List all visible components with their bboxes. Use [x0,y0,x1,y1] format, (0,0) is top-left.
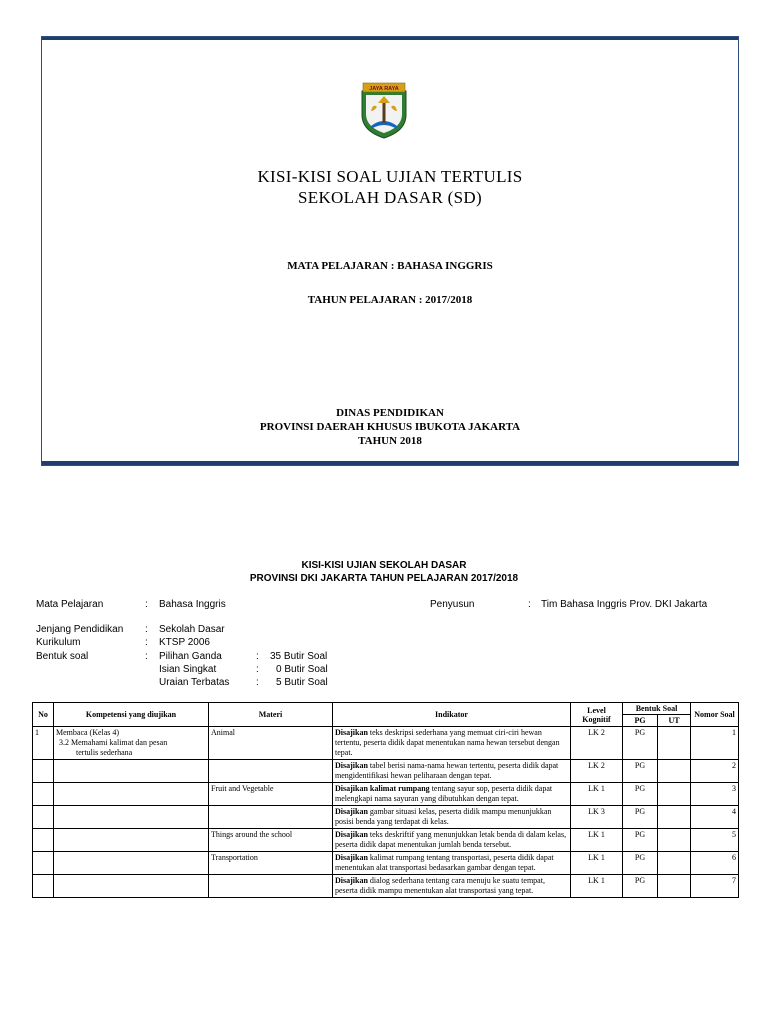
kd-line2: 3.2 Memahami kalimat dan pesan [59,738,168,747]
meta-colon: : [145,624,148,635]
header-nomor-soal: Nomor Soal [691,703,739,727]
cell-kompetensi [54,727,209,760]
table-row [33,875,739,898]
meta-mapel-label: Mata Pelajaran [36,599,104,610]
dki-jakarta-emblem-icon [357,81,411,139]
indikator-text: teks deskripsi sederhana yang memuat ciri-ciri hewan tertentu, peserta didik dapat menentukan nama hewan tersebut dengan tepat. [335,728,560,757]
cover-top-border [42,37,738,40]
cell-ut [658,829,691,852]
cover-office-line1: DINAS PENDIDIKAN [336,407,444,419]
cell-indikator [333,829,571,852]
cover-title-line1: KISI-KISI SOAL UJIAN TERTULIS [257,167,523,186]
header-ut: UT [658,715,691,727]
cell-nomor: 5 [691,829,739,852]
cell-kompetensi [54,829,209,852]
cell-pg: PG [623,806,658,829]
meta-pg-value: 35 Butir Soal [270,651,328,662]
indikator-lead: Disajikan [335,807,368,816]
table-row [33,783,739,806]
indikator-text: tentang sayur sop, peserta didik dapat melengkapi nama sayuran yang dibutuhkan dengan tepat. [335,784,553,803]
cell-no [33,829,54,852]
meta-bentuk-label: Bentuk soal [36,651,89,662]
cell-materi: Fruit and Vegetable [209,783,333,806]
table-body [33,727,739,898]
meta-isian-label: Isian Singkat [159,664,217,675]
header-materi: Materi [209,703,333,727]
cell-level: LK 1 [571,829,623,852]
cell-nomor: 6 [691,852,739,875]
indikator-lead: Disajikan [335,761,368,770]
cell-ut [658,783,691,806]
meta-uraian-label: Uraian Terbatas [159,677,230,688]
cover-title-line2: SEKOLAH DASAR (SD) [298,188,482,207]
meta-colon: : [528,599,531,610]
kd-line3: tertulis sederhana [76,748,133,757]
cover-office-line2: PROVINSI DAERAH KHUSUS IBUKOTA JAKARTA [259,421,521,433]
cell-nomor: 7 [691,875,739,898]
meta-colon: : [145,599,148,610]
cell-materi: Animal [209,727,333,760]
cell-no [33,852,54,875]
cell-level: LK 2 [571,727,623,760]
meta-isian-value: 0 Butir Soal [276,664,328,675]
meta-penyusun-value: Tim Bahasa Inggris Prov. DKI Jakarta [541,599,708,610]
meta-kurikulum-value: KTSP 2006 [159,637,210,648]
cell-kompetensi [54,760,209,783]
table-row [33,852,739,875]
cell-level: LK 2 [571,760,623,783]
cell-ut [658,852,691,875]
cell-materi: Transportation [209,852,333,875]
meta-penyusun-label: Penyusun [430,599,475,610]
cell-indikator [333,760,571,783]
meta-kurikulum-label: Kurikulum [36,637,81,648]
cell-pg: PG [623,727,658,760]
meta-colon: : [145,651,148,662]
cell-indikator [333,806,571,829]
cell-ut [658,727,691,760]
cover-page [41,36,739,466]
cell-nomor: 3 [691,783,739,806]
cell-indikator [333,783,571,806]
cell-kompetensi [54,875,209,898]
doc-title-line1: KISI-KISI UJIAN SEKOLAH DASAR [301,560,467,571]
cell-no [33,783,54,806]
cover-academic-year: TAHUN PELAJARAN : 2017/2018 [307,294,473,306]
cover-subject: MATA PELAJARAN : BAHASA INGGRIS [287,260,493,272]
cell-pg: PG [623,783,658,806]
cell-kompetensi [54,852,209,875]
indikator-text: kalimat rumpang tentang transportasi, peserta didik dapat menentukan alat transportasi bedasarkan gambar dengan tepat. [335,853,554,872]
cell-kompetensi [54,783,209,806]
indikator-text: tabel berisi nama-nama hewan tertentu, peserta didik dapat mengidentifikasi hewan peliharaan dengan tepat. [335,761,559,780]
indikator-lead: Disajikan [335,876,368,885]
cell-level: LK 1 [571,875,623,898]
cell-pg: PG [623,852,658,875]
table-row [33,760,739,783]
kisi-kisi-table [32,702,739,898]
cell-nomor: 1 [691,727,739,760]
header-indikator: Indikator [333,703,571,727]
indikator-text: gambar situasi kelas, peserta didik mampu menunjukkan posisi benda yang terdapat di kelas. [335,807,552,826]
cover-bottom-border [42,461,738,465]
cell-nomor: 4 [691,806,739,829]
cell-indikator [333,727,571,760]
table-row [33,829,739,852]
meta-colon: : [256,677,259,688]
cell-materi: Things around the school [209,829,333,852]
table-row [33,806,739,829]
cell-level: LK 1 [571,852,623,875]
header-level-kognitif: Level Kognitif [571,703,623,727]
cell-pg: PG [623,875,658,898]
indikator-text: teks deskriftif yang menunjukkan letak benda di dalam kelas, peserta didik dapat menentukan jumlah benda tersebut. [335,830,567,849]
cell-materi [209,806,333,829]
indikator-lead: Disajikan [335,830,368,839]
meta-colon: : [145,637,148,648]
header-pg: PG [623,715,658,727]
indikator-lead: Disajikan kalimat rumpang [335,784,430,793]
meta-jenjang-label: Jenjang Pendidikan [36,624,124,635]
cell-kompetensi [54,806,209,829]
meta-uraian-value: 5 Butir Soal [276,677,328,688]
cell-ut [658,760,691,783]
emblem-ribbon-text: JAYA RAYA [369,86,399,92]
cell-ut [658,875,691,898]
cell-materi [209,760,333,783]
cell-no [33,760,54,783]
cover-office-line3: TAHUN 2018 [358,435,422,447]
doc-title-line2: PROVINSI DKI JAKARTA TAHUN PELAJARAN 2017/2018 [249,573,519,584]
cell-nomor: 2 [691,760,739,783]
header-bentuk-soal: Bentuk Soal [623,703,691,715]
cell-level: LK 3 [571,806,623,829]
cell-no [33,806,54,829]
cell-level: LK 1 [571,783,623,806]
cell-pg: PG [623,829,658,852]
meta-colon: : [256,664,259,675]
indikator-lead: Disajikan [335,728,368,737]
meta-colon: : [256,651,259,662]
header-kompetensi: Kompetensi yang diujikan [54,703,209,727]
cell-ut [658,806,691,829]
meta-mapel-value: Bahasa Inggris [159,599,226,610]
header-no: No [33,703,54,727]
cell-no [33,875,54,898]
meta-jenjang-value: Sekolah Dasar [159,624,225,635]
indikator-lead: Disajikan [335,853,368,862]
kd-line1: Membaca (Kelas 4) [56,728,120,737]
cell-no: 1 [33,727,54,760]
cell-materi [209,875,333,898]
cell-pg: PG [623,760,658,783]
meta-pg-label: Pilihan Ganda [159,651,222,662]
table-row [33,727,739,760]
cell-indikator [333,852,571,875]
cell-indikator [333,875,571,898]
indikator-text: dialog sederhana tentang cara menuju ke suatu tempat, peserta didik mampu menentukan alat transportasi yang tepat. [335,876,545,895]
